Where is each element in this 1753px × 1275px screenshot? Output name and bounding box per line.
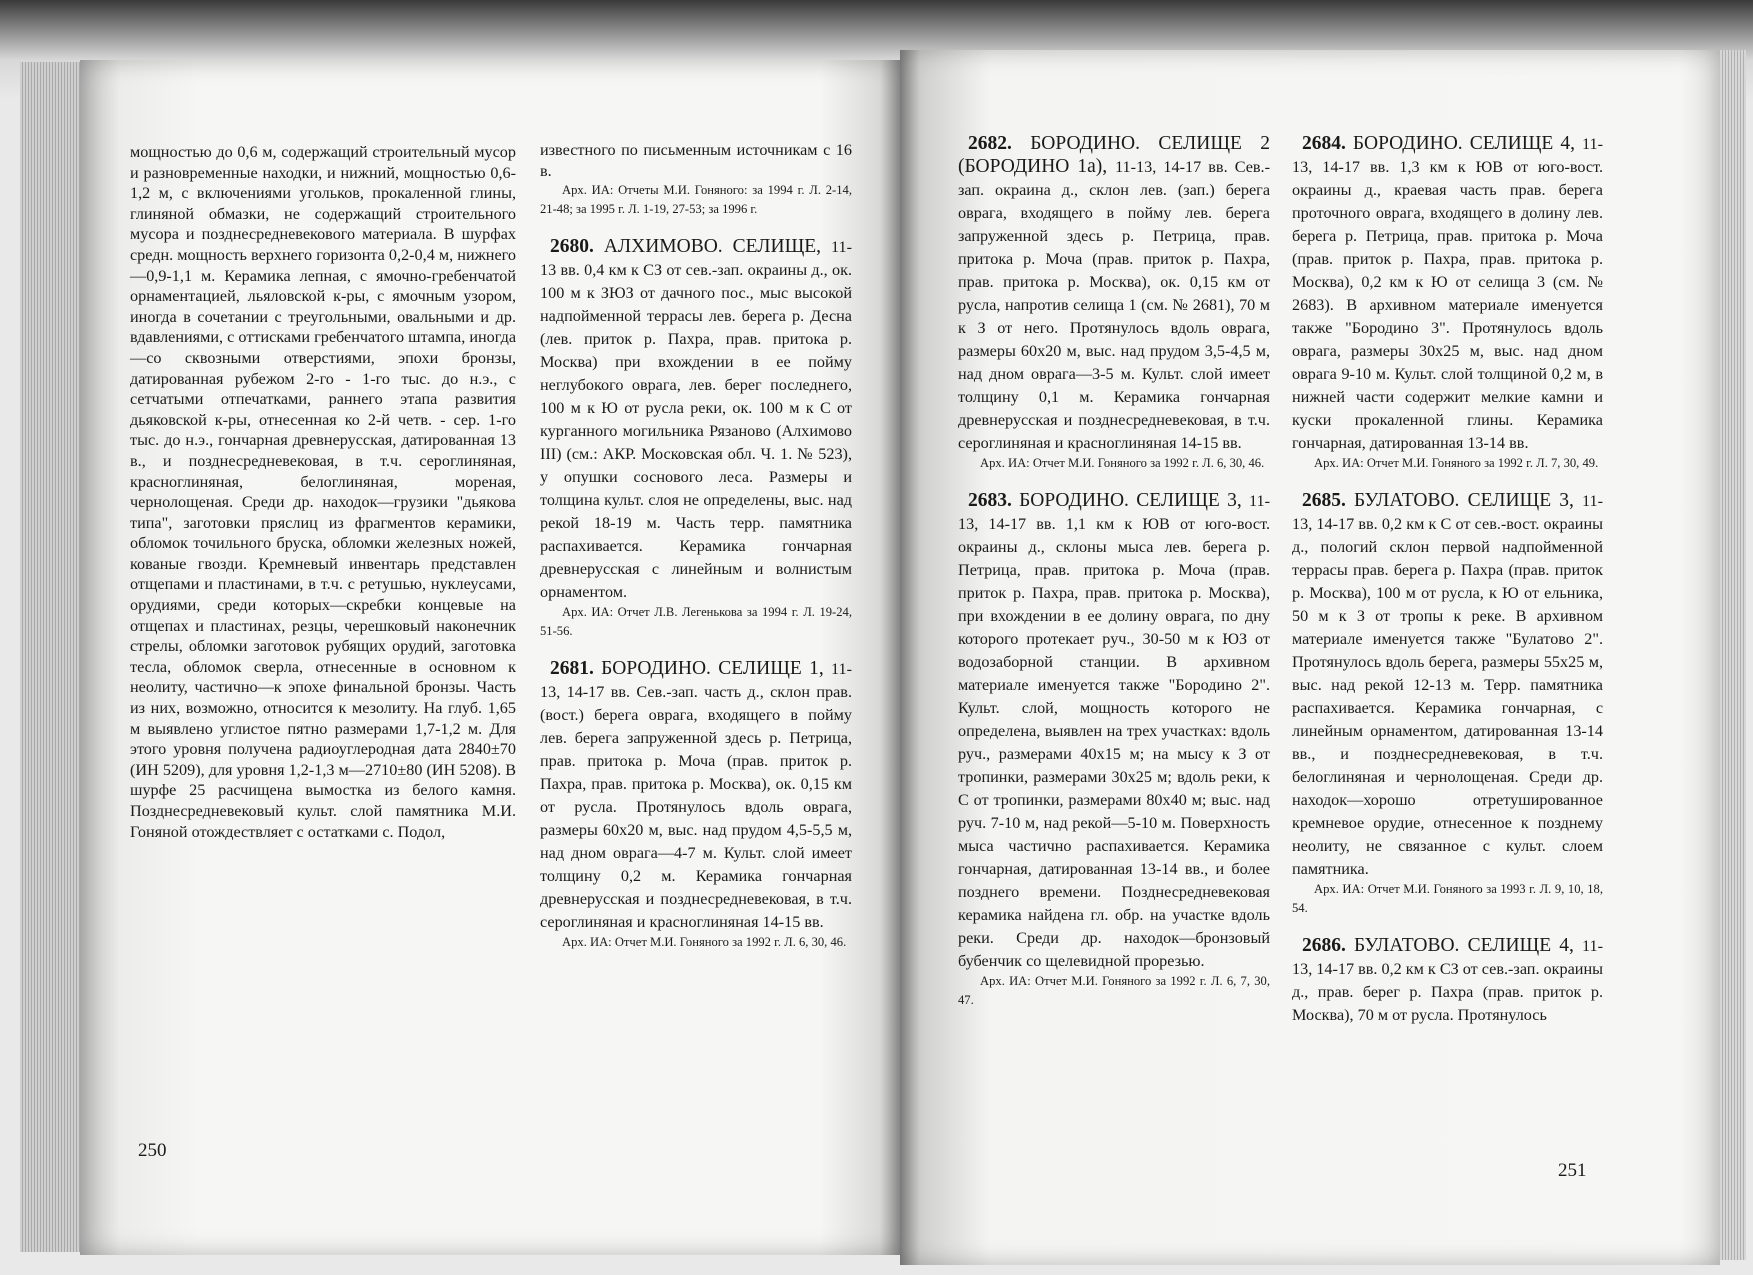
left-page-column-1 xyxy=(130,142,516,842)
left-page-edge xyxy=(20,62,80,1252)
right-page-edge xyxy=(1720,50,1746,1260)
entry-body: 11-13, 14-17 вв. Сев.-зап. окраина д., склон лев. (зап.) берега оврага, входящего в пойму лев. берега запруженной здесь р. Петрица, прав. притока р. Моча (прав. приток р. Пахра, прав. притока р. Москва), ок. 0,15 км от русла, напротив селища 1 (см. № 2681), 70 м к З от него. Протянулось вдоль оврага, размеры 60х20 м, выс. над прудом 3,5-4,5 м, над дном оврага—3-5 м. Культ. слой имеет толщину 0,1 м. Керамика гончарная древнерусская и позднесредневековая, в т.ч. сероглиняная и красноглиняная 14-15 вв. xyxy=(958,158,1270,452)
entry-source: Арх. ИА: Отчет М.И. Гоняного за 1992 г. Л. 6, 30, 46. xyxy=(980,456,1265,470)
entry-2686 xyxy=(1292,934,1603,1026)
page-number-right: 251 xyxy=(1558,1160,1587,1181)
entry-body: 11-13, 14-17 вв. 0,2 км к С от сев.-вост. окраины д., пологий склон первой надпойменной террасы прав. берега р. Пахра (прав. приток р. Москва), 100 м от русла, к Ю от ельника, 50 м к З от тропы к реке. В архивном материале именуется также "Булатово 2". Протянулось вдоль берега, размеры 55х25 м, выс. над рекой 12-13 м. Терр. памятника распахивается. Керамика гончарная, с линейным орнаментом, датированная 13-14 вв., и позднесредневековая, в т.ч. белоглиняная и чернолощеная. Среди др. находок—хорошо отретушированное кремневое орудие, отнесенное к позднему неолиту, не связанное с культ. слоем памятника. xyxy=(1292,492,1604,878)
entry-body: 11-13, 14-17 вв. Сев.-зап. часть д., склон прав. (вост.) берега оврага, входящего в пойму лев. берега запруженной здесь р. Петрица, прав. притока р. Моча (прав. приток р. Пахра, прав. притока р. Москва), ок. 0,15 км от русла. Протянулось вдоль оврага, размеры 60х20 м, выс. над прудом 4,5-5,5 м, над дном оврага—4-7 м. Культ. слой имеет толщину 0,2 м. Керамика гончарная древнерусская и позднесредневековая, в т.ч. сероглиняная и красноглиняная 14-15 вв. xyxy=(540,660,852,932)
right-page-column-1 xyxy=(958,132,1270,1010)
entry-number: 2686. xyxy=(1302,935,1346,956)
entry-title: БУЛАТОВО. СЕЛИЩЕ 4, xyxy=(1354,935,1574,956)
entry-2681 xyxy=(540,657,852,952)
entry-2680 xyxy=(540,235,852,641)
entry-title: БОРОДИНО. СЕЛИЩЕ 2 (БОРОДИНО 1а), xyxy=(958,133,1270,177)
entry-source: Арх. ИА: Отчет М.И. Гоняного за 1992 г. Л. 6, 7, 30, 47. xyxy=(958,974,1270,1007)
entry-body: 11-13, 14-17 вв. 1,1 км к ЮВ от юго-вост. окраины д., склоны мыса лев. берега р. Петрица, прав. притока р. Моча (прав. приток р. Пахра, прав. притока р. Москва), при вхождении в ее долину оврага, по дну которого протекает руч., 30-50 м к ЮЗ от водозаборной станции. В архивном материале именуется также "Бородино 2". Культ. слой, мощность которого не определена, выявлен на трех участках: вдоль руч., размерами 40х15 м; на мысу к З от тропинки, размерами 30х25 м; вдоль реки, к С от тропинки, размерами 80х40 м; выс. над руч. 7-10 м, над рекой—5-10 м. Поверхность мыса частично распахивается. Керамика гончарная, датированная 13-14 вв., и более позднего времени. Позднесредневековая керамика найдена гл. обр. на участке вдоль реки. Среди др. находок—бронзовый бубенчик со щелевидной прорезью. xyxy=(958,492,1270,970)
entry-number: 2684. xyxy=(1302,133,1346,154)
entry-source: Арх. ИА: Отчет М.И. Гоняного за 1992 г. Л. 7, 30, 49. xyxy=(1314,456,1599,470)
entry-title: БУЛАТОВО. СЕЛИЩЕ 3, xyxy=(1354,490,1574,511)
entry-number: 2683. xyxy=(968,490,1012,511)
entry-title: БОРОДИНО. СЕЛИЩЕ 3, xyxy=(1019,490,1242,511)
entry-2684 xyxy=(1292,132,1603,473)
entry-number: 2682. xyxy=(968,133,1012,154)
entry-source: Арх. ИА: Отчет М.И. Гоняного за 1992 г. Л. 6, 30, 46. xyxy=(562,935,847,950)
entry-title: БОРОДИНО. СЕЛИЩЕ 4, xyxy=(1352,133,1575,154)
right-page xyxy=(900,50,1720,1265)
entry-2682 xyxy=(958,132,1270,473)
continuation-text: известного по письменным источникам с 16 в. xyxy=(540,141,852,180)
entry-body: 11-13, 14-17 вв. 0,2 км к СЗ от сев.-зап. окраины д., прав. берег р. Пахра (прав. приток р. Москва), 70 м от русла. Протянулось xyxy=(1292,937,1604,1024)
entry-title: БОРОДИНО. СЕЛИЩЕ 1, xyxy=(601,658,824,680)
left-page-column-2 xyxy=(540,140,852,952)
entry-source: Арх. ИА: Отчет М.И. Гоняного за 1993 г. Л. 9, 10, 18, 54. xyxy=(1292,882,1603,915)
entry-body: 11-13, 14-17 вв. 1,3 км к ЮВ от юго-вост. окраины д., краевая часть прав. берега проточного оврага, входящего в долину лев. берега р. Петрица, прав. притока р. Моча (прав. приток р. Пахра, прав. притока р. Москва), 0,2 км к Ю от селища 3 (см. № 2683). В архивном материале именуется также "Бородино 3". Протянулось вдоль оврага, размеры 30х25 м, выс. над дном оврага 9-10 м. Культ. слой толщиной 0,2 м, в нижней части содержит мелкие камни и куски прокаленной глины. Керамика гончарная, датированная 13-14 вв. xyxy=(1292,135,1603,452)
entry-number: 2681. xyxy=(550,658,594,680)
entry-2685 xyxy=(1292,489,1603,918)
entry-title: АЛХИМОВО. СЕЛИЩЕ, xyxy=(603,236,822,258)
page-number-left: 250 xyxy=(138,1140,167,1161)
right-page-column-2 xyxy=(1292,132,1603,1026)
entry-source: Арх. ИА: Отчет Л.В. Легенькова за 1994 г. Л. 19-24, 51-56. xyxy=(540,605,852,639)
entry-2683 xyxy=(958,489,1270,1010)
entry-source: Арх. ИА: Отчеты М.И. Гоняного: за 1994 г. Л. 2-14, 21-48; за 1995 г. Л. 1-19, 27-53; за 1996 г. xyxy=(540,183,852,217)
entry-number: 2685. xyxy=(1302,490,1346,511)
entry-body: 11-13 вв. 0,4 км к СЗ от сев.-зап. окраины д., ок. 100 м к ЗЮЗ от дачного пос., мыс высокой надпойменной террасы лев. берега р. Десна (лев. приток р. Пахра, прав. притока р. Москва) при вхождении в ее пойму неглубокого оврага, лев. берег последнего, 100 м к Ю от русла реки, ок. 100 м к С от курганного могильника Рязаново (Алхимово III) (см.: АКР. Московская обл. Ч. 1. № 523), у опушки соснового леса. Размеры и толщина культ. слоя не определены, выс. над рекой 18-19 м. Часть терр. памятника распахивается. Керамика гончарная древнерусская с линейным и волнистым орнаментом. xyxy=(540,238,852,602)
entry-number: 2680. xyxy=(550,236,594,258)
entry-continuation xyxy=(540,140,852,219)
column-text: мощностью до 0,6 м, содержащий строительный мусор и разновременные находки, и нижний, мощностью 0,6-1,2 м, с включениями угольков, прокаленной глины, глиняной обмазки, не содержащий строительного мусора и позднесредневекового материала. В шурфах средн. мощность верхнего горизонта 0,2-0,4 м, нижнего—0,9-1,1 м. Керамика лепная, с ямочно-гребенчатой орнаментацией, льяловской к-ры, с ямочным узором, иногда в сочетании с треугольными, овальными и др. вдавлениями, с оттисками гребенчатого штампа, иногда—со сквозными отверстиями, эпохи бронзы, датированная рубежом 2-го - 1-го тыс. до н.э., с сетчатыми отпечатками, раннего этапа развития дьяковской к-ры, отнесенная ко 2-й четв. - сер. 1-го тыс. до н.э., гончарная древнерусская, датированная 13 в., и позднесредневековая, в т.ч. сероглиняная, красноглиняная, белоглиняная, мореная, чернолощеная. Среди др. находок—грузики "дьякова типа", заготовки пряслиц из фрагментов керамики, обломок точильного бруска, обломки железных ножей, кованые гвозди. Кремневый инвентарь представлен отщепами и пластинами, в т.ч. с ретушью, нуклеусами, орудиями, среди которых—скребки концевые на отщепах и пластинах, резцы, черешковый наконечник стрелы, обломки заготовок рубящих орудий, заготовка тесла, обломок сверла, отнесенные в основном к неолиту, частично—к эпохе финальной бронзы. Часть из них, возможно, относится к мезолиту. На глуб. 1,65 м выявлено углистое пятно размерами 1,7-1,2 м. Для этого уровня получена радиоуглеродная дата 2840±70 (ИН 5209), для уровня 1,2-1,3 м—2710±80 (ИН 5208). В шурфе 25 расчищена вымостка из белого камня. Позднесредневековый культ. слой памятника М.И. Гоняной отождествляет с остатками с. Подол, xyxy=(130,143,516,841)
